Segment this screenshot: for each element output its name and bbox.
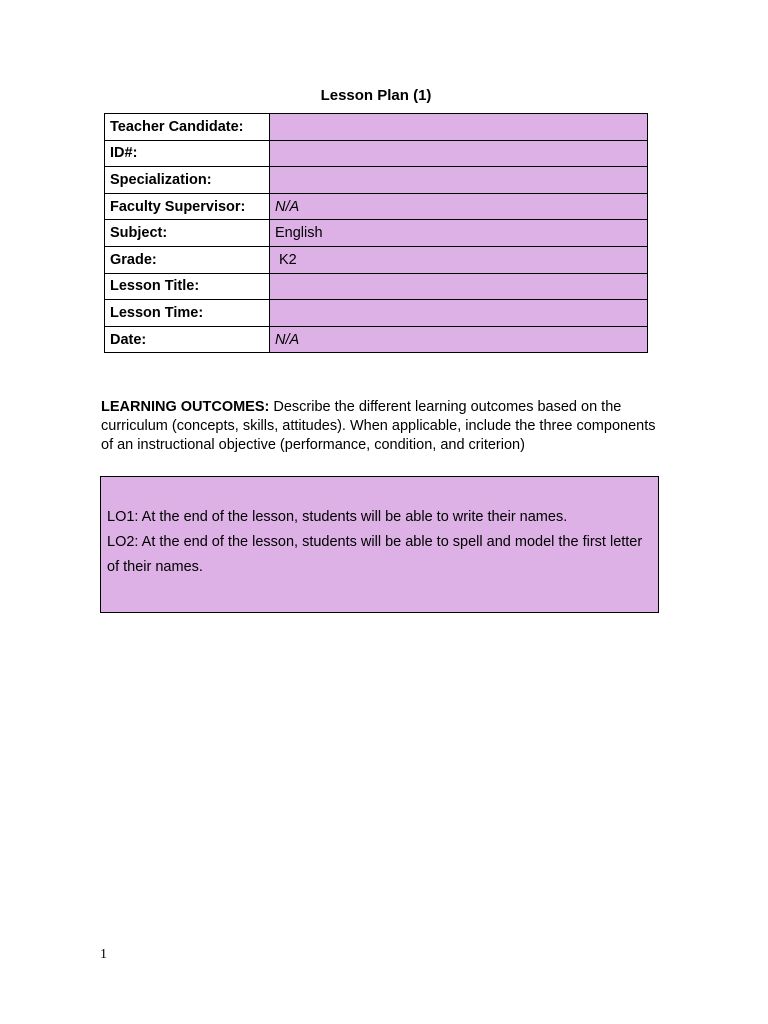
learning-outcomes-intro (101, 398, 661, 455)
teacher-candidate-label: Teacher Candidate: (105, 114, 270, 141)
learning-outcome-item: LO2: At the end of the lesson, students will be able to spell and model the first letter of their names. (107, 534, 643, 575)
page-number: 1 (100, 947, 107, 962)
date-value: N/A (270, 326, 648, 353)
subject-label: Subject: (105, 220, 270, 247)
table-row (105, 220, 648, 247)
table-row (105, 167, 648, 194)
grade-label: Grade: (105, 246, 270, 273)
table-row (105, 273, 648, 300)
lesson-title-label: Lesson Title: (105, 273, 270, 300)
lesson-time-value (270, 300, 648, 327)
lesson-title-value (270, 273, 648, 300)
table-row (105, 114, 648, 141)
faculty-supervisor-value: N/A (270, 193, 648, 220)
page-title: Lesson Plan (1) (320, 87, 432, 104)
lesson-info-table (104, 113, 648, 353)
subject-value: English (270, 220, 648, 247)
specialization-value (270, 167, 648, 194)
learning-outcomes-description: Describe the different learning outcomes based on the curriculum (concepts, skills, attitudes). When applicable, include the three components of an instructional objective (performance, condition, and criterion) (101, 399, 656, 453)
table-row (105, 193, 648, 220)
learning-outcomes-heading: LEARNING OUTCOMES: (101, 399, 270, 415)
faculty-supervisor-label: Faculty Supervisor: (105, 193, 270, 220)
lesson-time-label: Lesson Time: (105, 300, 270, 327)
teacher-candidate-value (270, 114, 648, 141)
specialization-label: Specialization: (105, 167, 270, 194)
date-label: Date: (105, 326, 270, 353)
id-label: ID#: (105, 140, 270, 167)
table-row (105, 326, 648, 353)
learning-outcomes-box (100, 476, 659, 613)
id-value (270, 140, 648, 167)
table-row (105, 300, 648, 327)
table-row (105, 140, 648, 167)
learning-outcome-item: LO1: At the end of the lesson, students will be able to write their names. (107, 509, 568, 525)
grade-value: K2 (270, 246, 648, 273)
table-row (105, 246, 648, 273)
